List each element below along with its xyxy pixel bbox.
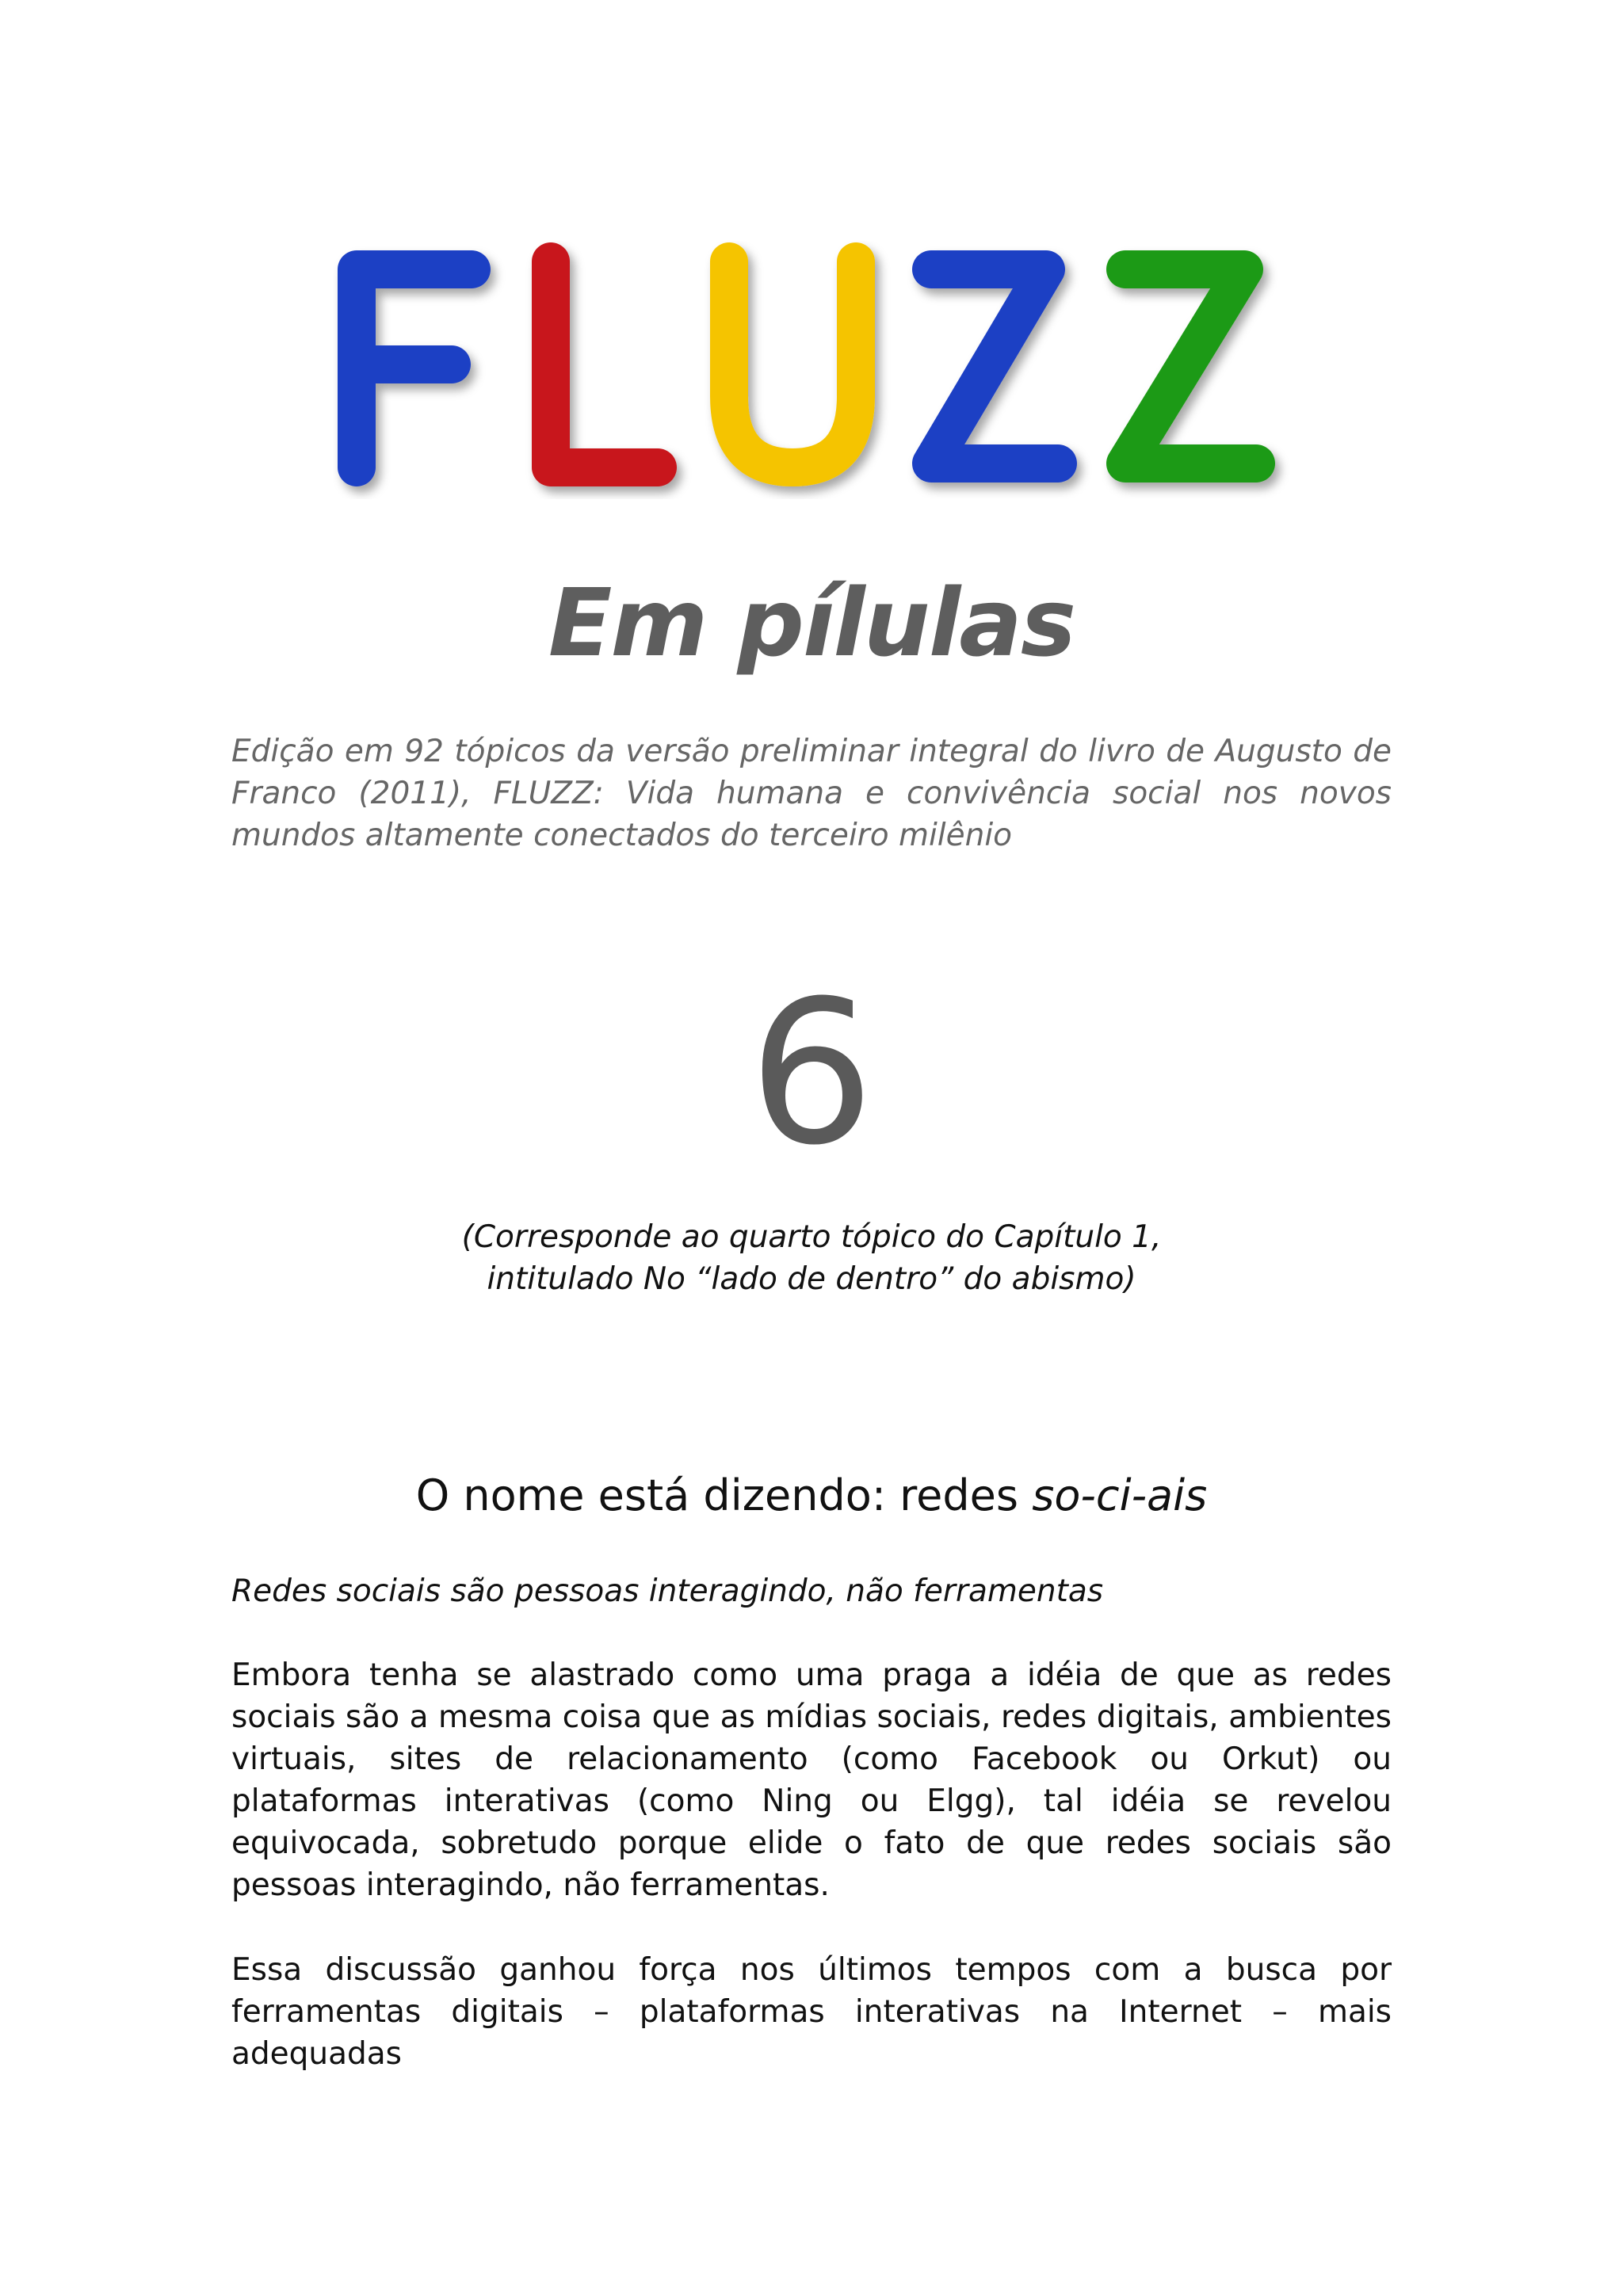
chapter-correspondence	[0, 1216, 1623, 1300]
logo-letter-z1	[931, 269, 1058, 463]
section-heading-text: O nome está dizendo: redes	[415, 1470, 1033, 1520]
logo-letter-u	[729, 261, 856, 467]
section-heading	[0, 1467, 1623, 1524]
fluzz-logo	[333, 238, 1300, 499]
body-paragraph: Essa discussão ganhou força nos últimos tempos com a busca por ferramentas digitais – plataformas interativas na Internet – mais adequadas	[231, 1952, 1392, 2072]
body-paragraph: Embora tenha se alastrado como uma praga a idéia de que as redes sociais são a mesma coisa que as mídias sociais, redes digitais, ambientes virtuais, sites de relacionamento (como Facebook ou Orkut) ou plataformas interativas (como Ning ou Elgg), tal idéia se revelou equivocada, sobretudo porque elide o fato de que redes sociais são pessoas interagindo, não ferramentas.	[231, 1657, 1392, 1903]
lead-sentence: Redes sociais são pessoas interagindo, não ferramentas	[231, 1573, 1104, 1609]
topic-number: 6	[748, 958, 875, 1188]
logo-letter-z2	[1125, 269, 1256, 463]
edition-intro: Edição em 92 tópicos da versão preliminar integral do livro de Augusto de Franco (2011), FLUZZ: Vida humana e convivência social nos novos mundos altamente conectados do terceiro milênio	[231, 734, 1392, 853]
correspondence-line-1: (Corresponde ao quarto tópico do Capítulo 1,	[461, 1219, 1162, 1255]
correspondence-line-2: intitulado No “lado de dentro” do abismo)	[487, 1261, 1136, 1297]
logo-letter-l	[551, 261, 658, 467]
section-heading-emphasis: so-ci-ais	[1032, 1470, 1208, 1520]
logo-letter-f	[357, 269, 472, 467]
subtitle: Em pílulas	[548, 568, 1075, 677]
